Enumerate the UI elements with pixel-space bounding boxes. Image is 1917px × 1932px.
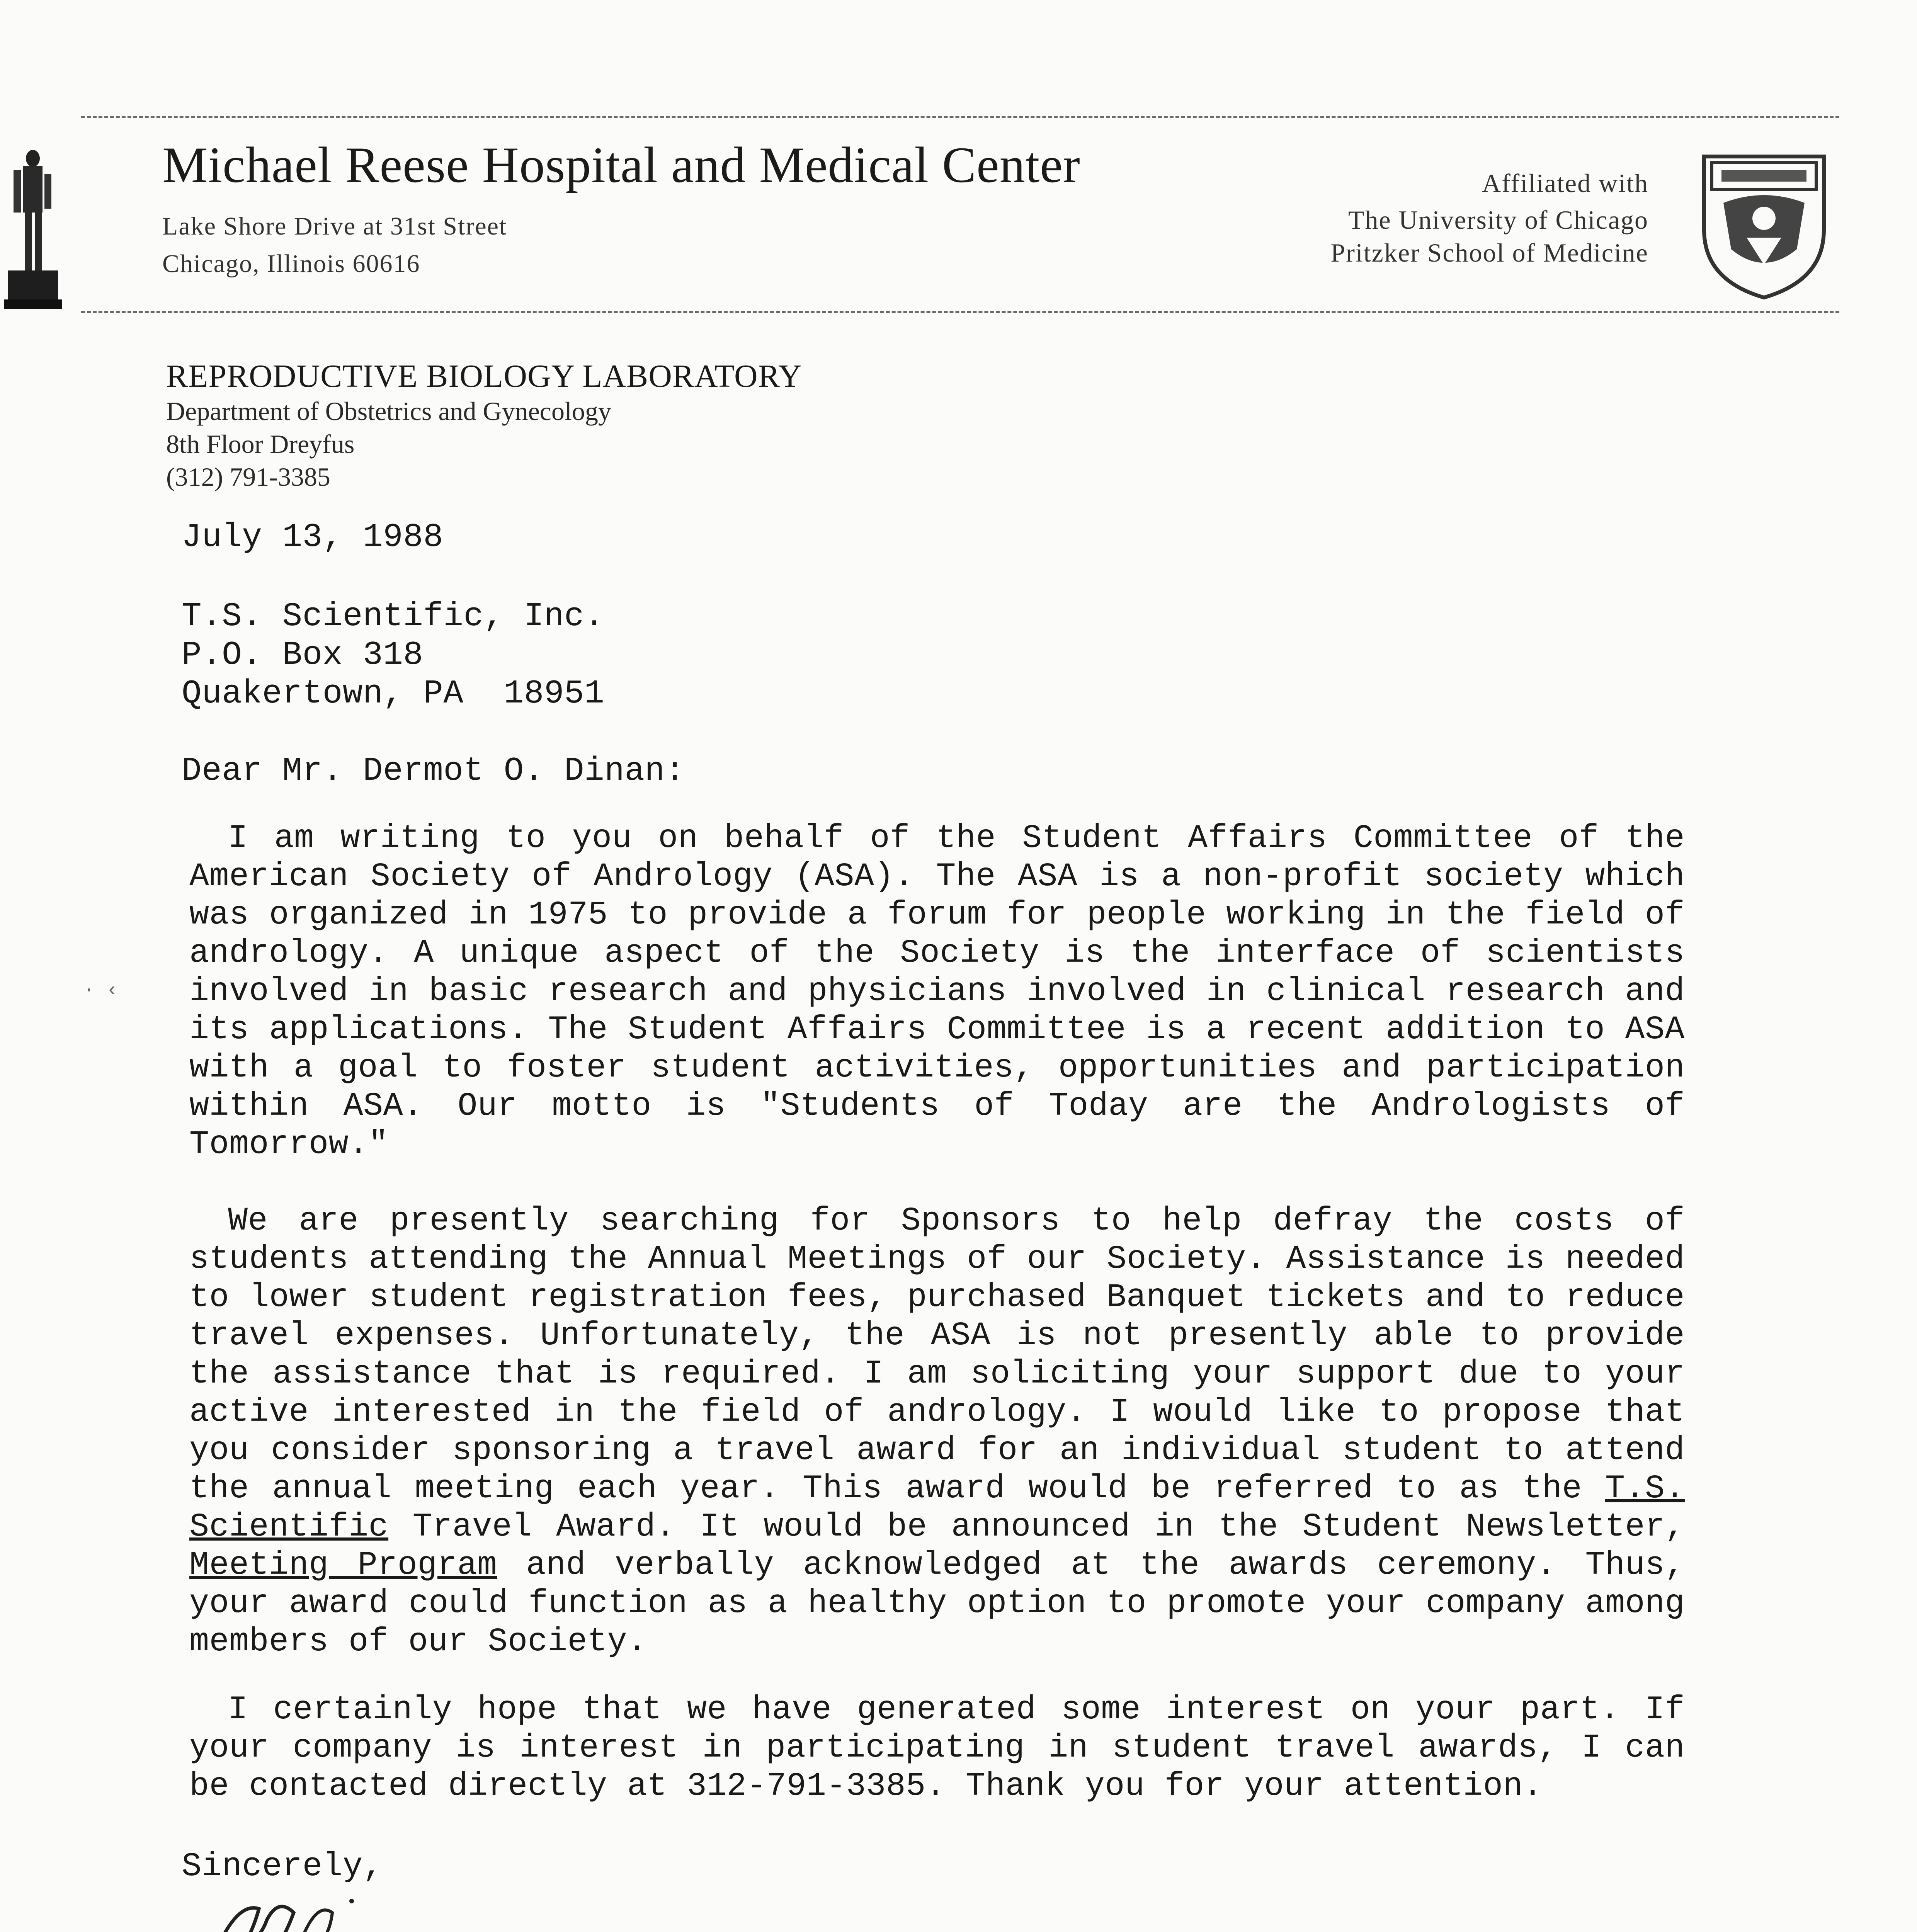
hospital-address-street: Lake Shore Drive at 31st Street <box>162 212 507 240</box>
affiliated-university: The University of Chicago <box>1348 205 1648 235</box>
letterhead-top-rule <box>81 116 1839 118</box>
hospital-statue-emblem <box>4 147 62 309</box>
paragraph-2 <box>189 1202 1685 1661</box>
recipient-company: T.S. Scientific, Inc. <box>182 597 605 635</box>
handwritten-signature <box>201 1886 568 1932</box>
paragraph-3: I certainly hope that we have generated some interest on your part. If your company is interest in participating in student travel awards, I can be contacted directly at 312-791-3385. Thank you for your attention. <box>189 1691 1685 1805</box>
meeting-program-underlined: Meeting Program <box>189 1546 497 1584</box>
closing: Sincerely, <box>182 1847 383 1885</box>
paragraph-1: I am writing to you on behalf of the Student Affairs Committee of the American Society of Andrology (ASA). The ASA is a non-profit society which was organized in 1975 to provide a forum for people working in the field of andrology. A unique aspect of the Society is the interface of scientists involved in basic research and physicians involved in clinical research and its applications. The Student Affairs Committee is a recent addition to ASA with a goal to foster student activities, opportunities and participation within ASA. Our motto is "Students of Today are the Andrologists of Tomorrow." <box>189 820 1685 1163</box>
affiliated-label: Affiliated with <box>1482 168 1648 198</box>
recipient-city: Quakertown, PA 18951 <box>182 675 605 713</box>
lab-department: Department of Obstetrics and Gynecology <box>166 396 611 426</box>
salutation: Dear Mr. Dermot O. Dinan: <box>182 752 685 790</box>
letterhead-bottom-rule <box>81 311 1839 313</box>
lab-location: 8th Floor Dreyfus <box>166 429 355 459</box>
university-seal-icon <box>1700 153 1828 299</box>
affiliated-school: Pritzker School of Medicine <box>1330 238 1648 267</box>
hospital-name: Michael Reese Hospital and Medical Center <box>162 136 1080 193</box>
paragraph-2-part-1: We are presently searching for Sponsors to help defray the costs of students attending the Annual Meetings of our Society. Assistance is needed to lower student registration fees, purchased Banquet tickets and to reduce travel expenses. Unfortunately, the ASA is not presently able to provide the assistance that is required. I am soliciting your support due to your active interested in the field of andrology. I would like to propose that you consider sponsoring a travel award for an individual student to attend the annual meeting each year. This award would be referred to as the <box>189 1202 1685 1507</box>
paragraph-2-part-2: Travel Award. It would be announced in the Student Newsletter, <box>388 1508 1685 1546</box>
letter-date: July 13, 1988 <box>182 518 444 556</box>
sponsor-name-underlined: T.S. Scientific <box>189 1470 1685 1546</box>
lab-title: REPRODUCTIVE BIOLOGY LABORATORY <box>166 358 802 394</box>
paragraph-2-part-3: and verbally acknowledged at the awards ceremony. Thus, your award could function as a healthy option to promote your company among members of our Society. <box>189 1546 1685 1660</box>
lab-phone: (312) 791-3385 <box>166 462 330 492</box>
recipient-po-box: P.O. Box 318 <box>182 636 424 674</box>
margin-mark: · ‹ <box>83 980 118 1002</box>
hospital-address-city: Chicago, Illinois 60616 <box>162 250 420 278</box>
